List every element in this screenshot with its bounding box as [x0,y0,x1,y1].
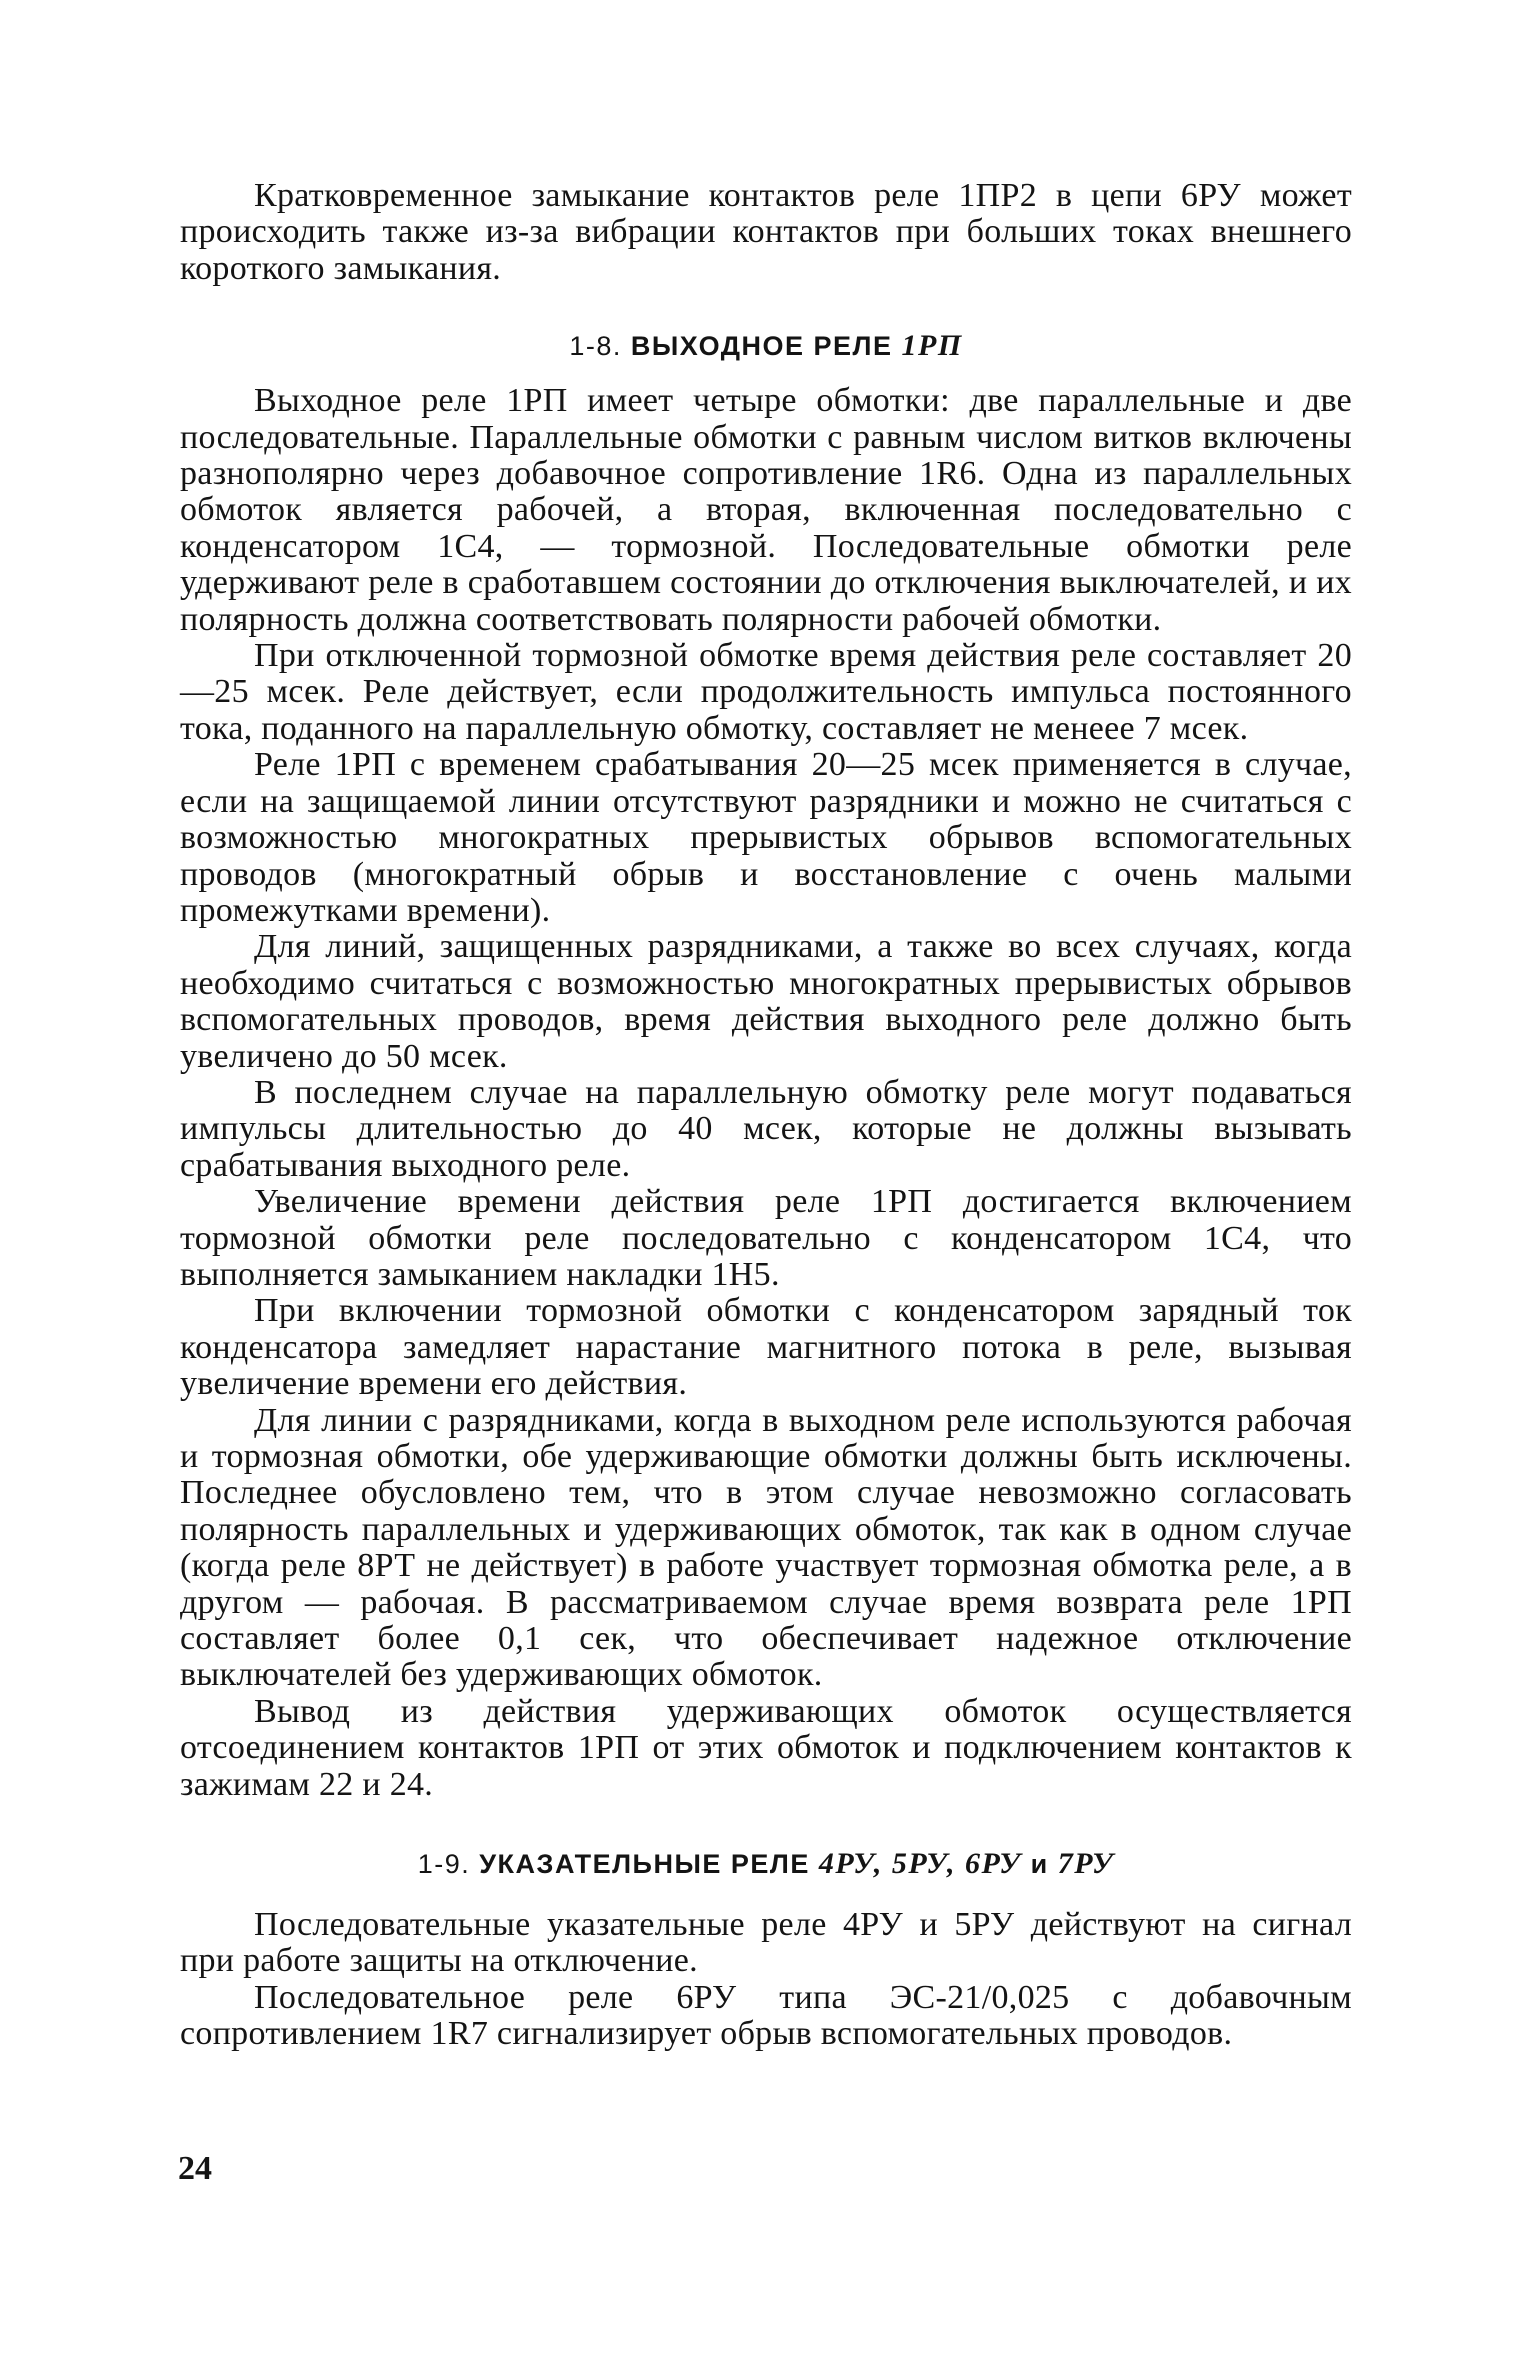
page-number: 24 [178,2150,212,2187]
paragraph: При отключенной тормозной обмотке время действия реле составляет 20—25 мсек. Реле действует, если продолжительность импульса постоянного тока, поданного на параллельную обмотку, составляет не менеее 7 мсек. [180,637,1352,747]
section-heading-1-8 [180,329,1352,363]
paragraph: Реле 1РП с временем срабатывания 20—25 мсек применяется в случае, если на защищаемой линии отсутствуют разрядники и можно не считаться с возможностью многократных прерывистых обрывов вспомогательных проводов (многократный обрыв и восстановление с очень малыми промежутками времени). [180,746,1352,929]
intro-paragraph: Кратковременное замыкание контактов реле 1ПР2 в цепи 6РУ может происходить также из-за вибрации контактов при больших токах внешнего короткого замыкания. [180,177,1352,287]
paragraph: Последовательное реле 6РУ типа ЭС-21/0,025 с добавочным сопротивлением 1R7 сигнализирует обрыв вспомогательных проводов. [180,1978,1352,2053]
section-heading-1-9 [180,1847,1352,1881]
paragraph: Выходное реле 1РП имеет четыре обмотки: две параллельные и две последовательные. Параллельные обмотки с равным числом витков включены разнополярно через добавочное сопротивление 1R6. Одна из параллельных обмоток является рабочей, а вторая, включенная последовательно с конденсатором 1С4, — тормозной. Последовательные обмотки реле удерживают реле в сработавшем состоянии до отключения выключателей, и их полярность должна соответствовать полярности рабочей обмотки. [180,382,1352,638]
section-title: ВЫХОДНОЕ РЕЛЕ [630,331,893,362]
section-relay-last: 7РУ [1057,1847,1115,1881]
section-relay: 1РП [901,329,963,363]
text-column [180,178,1352,2053]
section-number: 1-9. [417,1849,471,1880]
section-number: 1-8. [569,331,622,362]
section-relays: 4РУ, 5РУ, 6РУ [818,1847,1022,1881]
paragraph: Последовательные указательные реле 4РУ и 5РУ действуют на сигнал при работе защиты на отключение. [180,1906,1352,1980]
paragraph: Увеличение времени действия реле 1РП достигается включением тормозной обмотки реле последовательно с конденсатором 1С4, что выполняется замыканием накладки 1Н5. [180,1183,1352,1293]
paragraph: Для линии с разрядниками, когда в выходном реле используются рабочая и тормозная обмотки, обе удерживающие обмотки должны быть исключены. Последнее обусловлено тем, что в этом случае невозможно согласовать полярность параллельных и удерживающих обмоток, так как в одном случае (когда реле 8РТ не действует) в работе участвует тормозная обмотка реле, а в другом — рабочая. В рассматриваемом случае время возврата реле 1РП составляет более 0,1 сек, что обеспечивает надежное отключение выключателей без удерживающих обмоток. [180,1401,1352,1694]
section-title: УКАЗАТЕЛЬНЫЕ РЕЛЕ [479,1849,810,1880]
paragraph: При включении тормозной обмотки с конденсатором зарядный ток конденсатора замедляет нарастание магнитного потока в реле, вызывая увеличение времени его действия. [180,1292,1352,1403]
paragraph: В последнем случае на параллельную обмотку реле могут подаваться импульсы длительностью до 40 мсек, которые не должны вызывать срабатывания выходного реле. [180,1073,1352,1184]
paragraph: Вывод из действия удерживающих обмоток осуществляется отсоединением контактов 1РП от этих обмоток и подключением контактов к зажимам 22 и 24. [180,1692,1352,1803]
section-conj: и [1030,1849,1049,1880]
paragraph: Для линий, защищенных разрядниками, а также во всех случаях, когда необходимо считаться с возможностью многократных прерывистых обрывов вспомогательных проводов, время действия выходного реле должно быть увеличено до 50 мсек. [180,928,1352,1075]
